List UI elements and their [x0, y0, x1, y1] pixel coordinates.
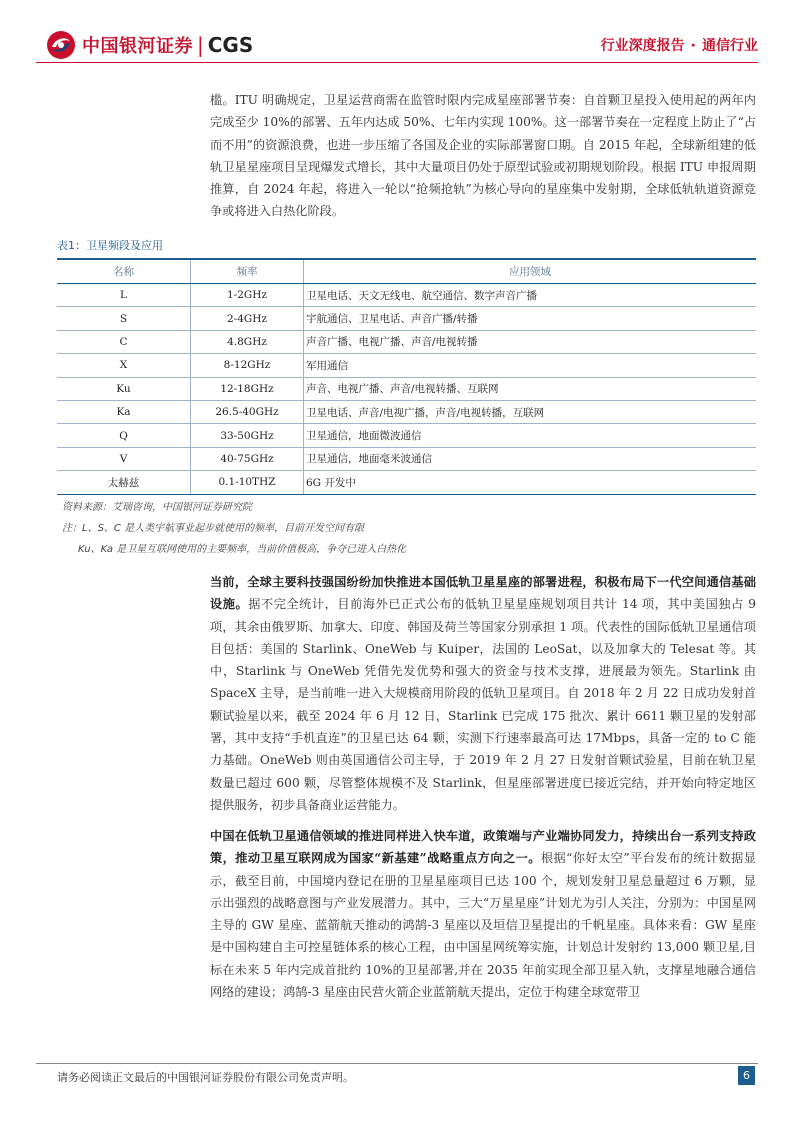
band-name: L [57, 284, 191, 307]
table-notes [62, 497, 406, 560]
header-application: 应用领域 [304, 259, 757, 284]
band-frequency: 1-2GHz [191, 284, 304, 307]
band-application: 6G 开发中 [304, 471, 757, 494]
table-note-1: 注：L、S、C 是人类宇航事业起步就使用的频率，目前开发空间有限 [62, 523, 365, 534]
paragraph-china-leo [210, 825, 756, 1003]
band-name: V [57, 447, 191, 470]
band-application: 卫星电话、声音/电视广播，声音/电视转播，互联网 [304, 400, 757, 423]
table-source: 资料来源：艾瑞咨询，中国银河证券研究院 [62, 502, 252, 513]
band-name: C [57, 330, 191, 353]
table-row [57, 354, 756, 377]
table-row [57, 284, 756, 307]
band-frequency: 0.1-10THZ [191, 471, 304, 494]
paragraph-body: 据不完全统计，目前海外已正式公布的低轨卫星星座规划项目共计 14 项，其中美国独占 9 项，其余由俄罗斯、加拿大、印度、韩国及荷兰等国家分别承担 1 项。代表性的国际低轨卫星通信项目包括：美国的 Starlink、OneWeb 与 Kuiper，法国的 LeoSat，以及加拿大的 Telesat 等。其中，Starlink 与 OneWeb 凭借先发优势和强大的资金与技术支撑，进展最为领先。Starlink 由 SpaceX 主导，是当前唯一进入大规模商用阶段的低轨卫星项目。自 2018 年 2 月 22 日成功发射首颗试验星以来，截至 2024 年 6 月 12 日，Starlink 已完成 175 批次、累计 6611 颗卫星的发射部署，其中支持“手机直连”的卫星已达 64 颗，实测下行速率最高可达 17Mbps，具备一定的 to C 能力基础。OneWeb 则由英国通信公司主导，于 2019 年 2 月 27 日发射首颗试验星，目前在轨卫星数量已超过 600 颗，尽管整体规模不及 Starlink，但星座部署进度已接近完结，并开始向特定地区提供服务，初步具备商业运营能力。 [210, 597, 757, 812]
satellite-band-table [57, 258, 756, 495]
page-number: 6 [738, 1066, 755, 1085]
footer-disclaimer: 请务必阅读正文最后的中国银河证券股份有限公司免责声明。 [57, 1071, 354, 1084]
table-row [57, 400, 756, 423]
band-application: 军用通信 [304, 354, 757, 377]
report-type: 行业深度报告 [600, 38, 685, 54]
band-name: Q [57, 424, 191, 447]
band-name: 太赫兹 [57, 471, 191, 494]
band-frequency: 4.8GHz [191, 330, 304, 353]
band-frequency: 26.5-40GHz [191, 400, 304, 423]
band-frequency: 2-4GHz [191, 307, 304, 330]
header-dot: · [690, 38, 696, 54]
table-row [57, 330, 756, 353]
paragraph-global-leo [210, 571, 756, 816]
band-name: Ka [57, 400, 191, 423]
footer-divider [36, 1063, 758, 1064]
band-application: 声音、电视广播、声音/电视转播、互联网 [304, 377, 757, 400]
header-name: 名称 [57, 259, 191, 284]
logo-english-name: CGS [207, 33, 254, 57]
page-header [0, 0, 794, 62]
table-row [57, 377, 756, 400]
table-row [57, 424, 756, 447]
header-divider [36, 62, 758, 63]
logo-separator: | [197, 33, 204, 57]
band-frequency: 12-18GHz [191, 377, 304, 400]
band-application: 卫星通信，地面毫米波通信 [304, 447, 757, 470]
table-header-row [57, 259, 756, 284]
paragraph-body: 根据“你好太空”平台发布的统计数据显示，截至目前，中国境内登记在册的卫星星座项目已达 100 个，规划发射卫星总量超过 6 万颗，显示出强烈的战略意图与产业发展潜力。其中，三大“万星星座”计划尤为引人关注，分别为：中国星网主导的 GW 星座、蓝箭航天推动的鸿鹄-3 星座以及垣信卫星提出的千帆星座。具体来看：GW 星座是中国构建自主可控星链体系的核心工程，由中国星网统筹实施，计划总计发射约 13,000 颗卫星,目标在未来 5 年内完成首批约 10%的卫星部署,并在 2035 年前实现全部卫星入轨，支撑星地融合通信网络的建设；鸿鹄-3 星座由民营火箭企业蓝箭航天提出，定位于构建全球宽带卫 [210, 851, 756, 1000]
cgs-logo-icon [46, 30, 76, 60]
band-name: Ku [57, 377, 191, 400]
report-category [601, 35, 758, 55]
table-row [57, 471, 756, 494]
band-application: 卫星通信，地面微波通信 [304, 424, 757, 447]
table-row [57, 447, 756, 470]
logo-chinese-name: 中国银河证券 [82, 36, 193, 57]
band-application: 宇航通信、卫星电话、声音广播/转播 [304, 307, 757, 330]
band-application: 声音广播、电视广播、声音/电视转播 [304, 330, 757, 353]
paragraph-lead-bold: 中国在低轨卫星通信领域的推进同样进入快车道，政策端与产业端协同发力，持续出台一系列支持政策，推动卫星互联网成为国家“新基建”战略重点方向之一。 [210, 829, 756, 866]
band-application: 卫星电话、天文无线电、航空通信、数字声音广播 [304, 284, 757, 307]
band-frequency: 8-12GHz [191, 354, 304, 377]
band-name: X [57, 354, 191, 377]
band-frequency: 40-75GHz [191, 447, 304, 470]
band-frequency: 33-50GHz [191, 424, 304, 447]
industry-name: 通信行业 [702, 38, 758, 54]
band-name: S [57, 307, 191, 330]
company-logo [46, 30, 253, 60]
table-note-2: Ku、Ka 是卫星互联网使用的主要频率，当前价值极高，争夺已进入白热化 [78, 544, 407, 555]
header-frequency: 频率 [191, 259, 304, 284]
paragraph-itu-rules: 槛。ITU 明确规定，卫星运营商需在监管时限内完成星座部署节奏：自首颗卫星投入使用起的两年内完成至少 10%的部署、五年内达成 50%、七年内实现 100%。这一部署节奏在一定程度上防止了“占而不用”的资源浪费，也进一步压缩了各国及企业的实际部署窗口期。自 2015 年起，全球新组建的低轨卫星星座项目呈现爆发式增长，其中大量项目仍处于原型试验或初期规划阶段。根据 ITU 申报周期推算，自 2024 年起，将进入一轮以“抢频抢轨”为核心导向的星座集中发射期，全球低轨轨道资源竞争或将进入白热化阶段。 [210, 93, 756, 219]
paragraph-lead-bold: 当前，全球主要科技强国纷纷加快推进本国低轨卫星星座的部署进程，积极布局下一代空间通信基础设施。 [210, 575, 756, 612]
table-title: 表1：卫星频段及应用 [57, 239, 163, 252]
table-row [57, 307, 756, 330]
